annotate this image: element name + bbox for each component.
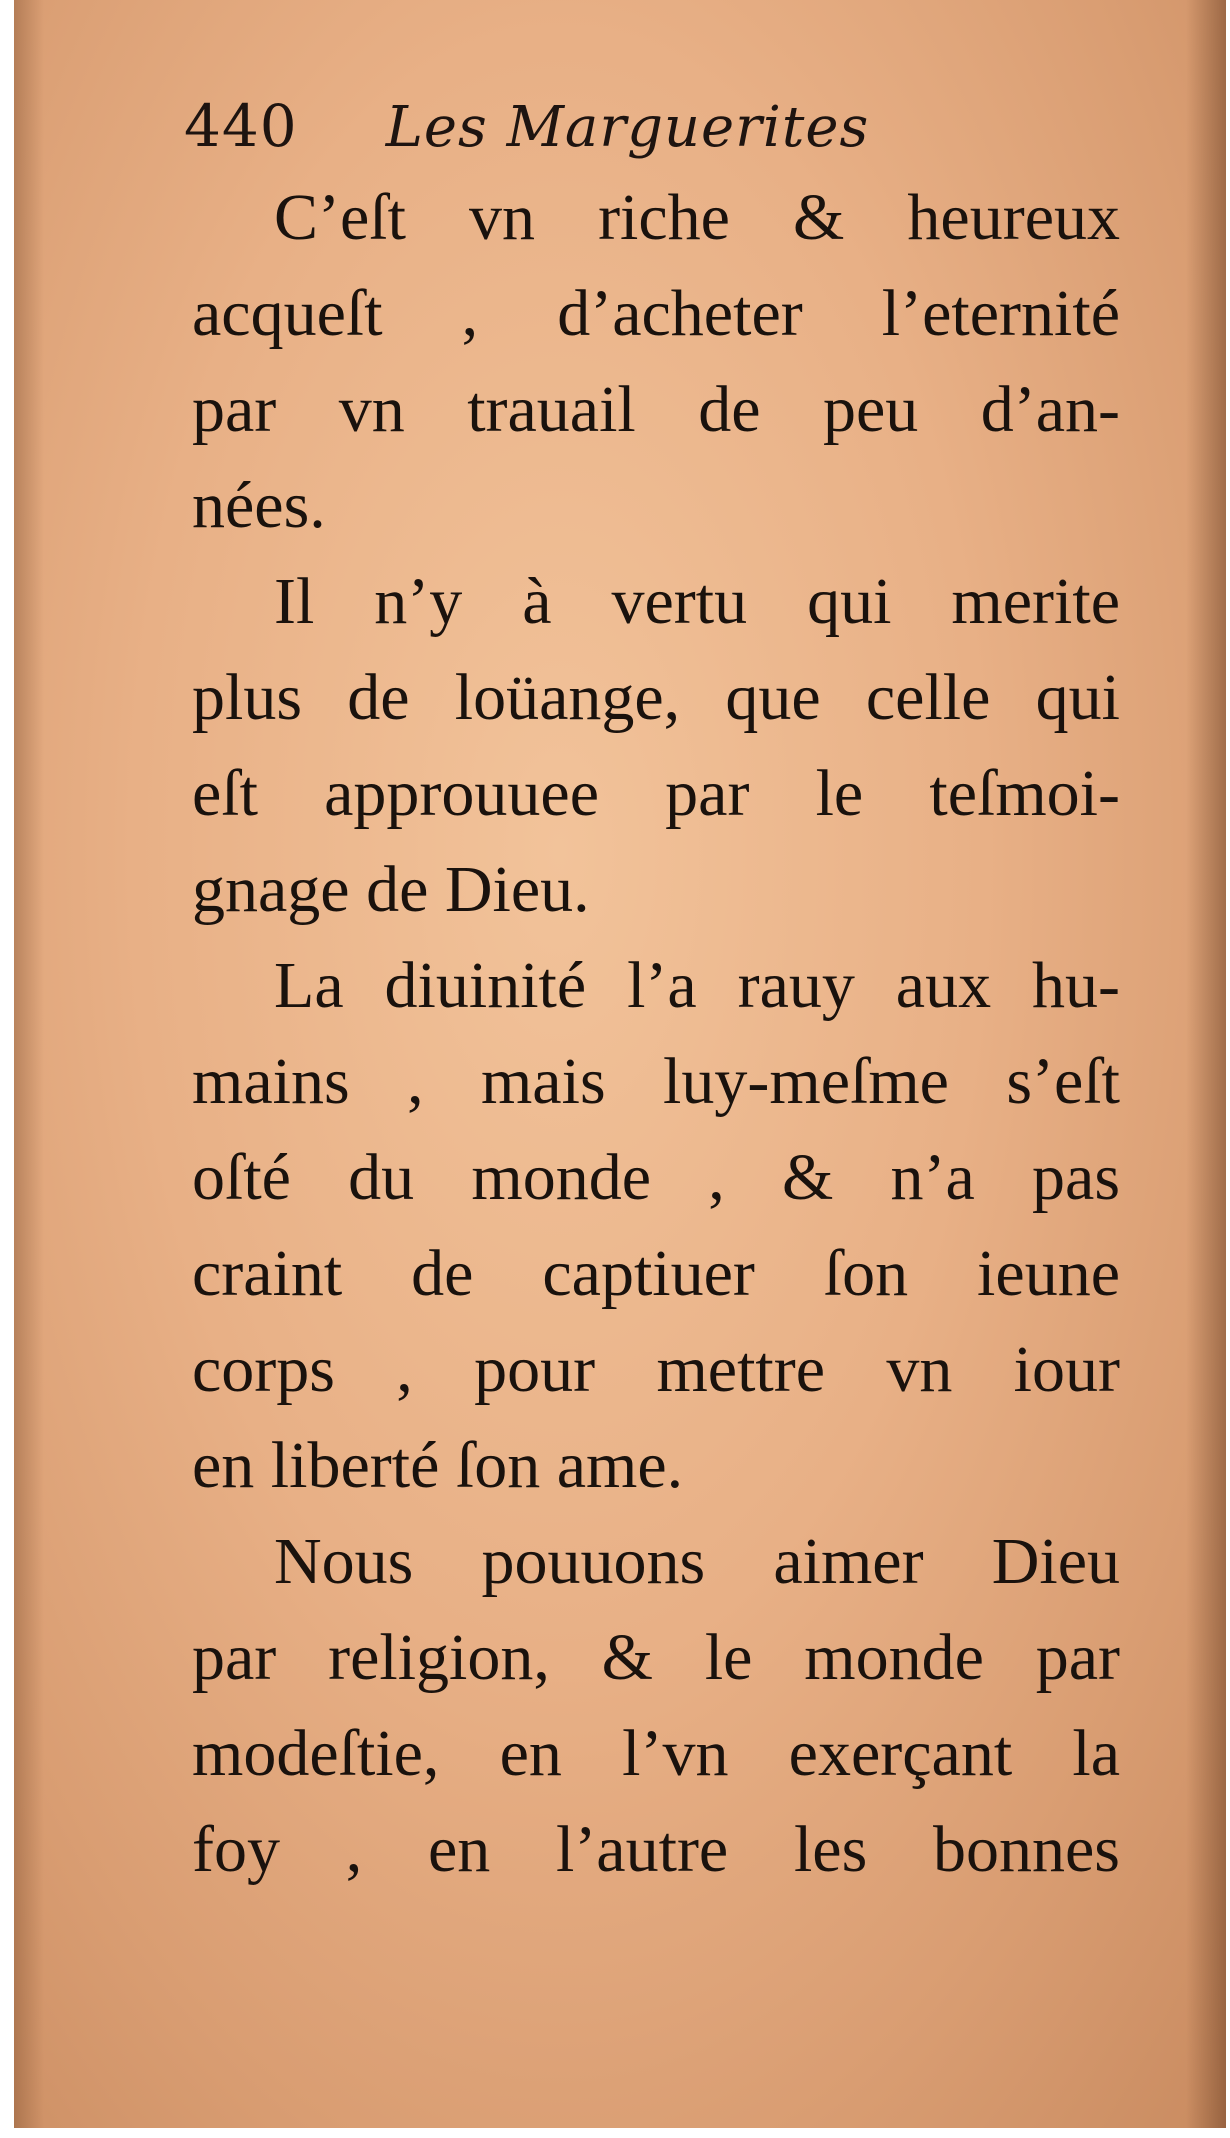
text-line: Nous pouuons aimer Dieu [274, 1525, 1120, 1598]
text-line: C’eſt vn riche & heureux [274, 181, 1120, 254]
text-line: La diuinité l’a rauy aux hu- [274, 949, 1120, 1022]
text-line: gnage de Dieu. [192, 853, 590, 926]
paragraph [192, 1514, 1120, 1898]
book-page [14, 0, 1226, 2128]
running-title: Les Marguerites [385, 95, 870, 160]
text-line: plus de loüange, que celle qui [192, 661, 1120, 734]
text-line: corps , pour mettre vn iour [192, 1333, 1120, 1406]
text-line: oſté du monde , & n’a pas [192, 1141, 1120, 1214]
paragraph [192, 170, 1120, 554]
text-line: Il n’y à vertu qui merite [274, 565, 1120, 638]
body-text [192, 170, 1120, 1898]
text-line: par religion, & le monde par [192, 1621, 1120, 1694]
text-line: en liberté ſon ame. [192, 1429, 684, 1502]
text-line: acqueſt , d’acheter l’eternité [192, 277, 1120, 350]
page-header [184, 92, 869, 162]
page-number: 440 [184, 92, 298, 160]
text-line: craint de captiuer ſon ieune [192, 1237, 1120, 1310]
paragraph [192, 938, 1120, 1514]
paragraph [192, 554, 1120, 938]
text-line: foy , en l’autre les bonnes [192, 1813, 1120, 1886]
text-line: nées. [192, 469, 326, 542]
text-line: mains , mais luy-meſme s’eſt [192, 1045, 1120, 1118]
text-line: eſt approuuee par le teſmoi- [192, 757, 1120, 830]
text-line: modeſtie, en l’vn exerçant la [192, 1717, 1120, 1790]
text-line: par vn trauail de peu d’an- [192, 373, 1120, 446]
